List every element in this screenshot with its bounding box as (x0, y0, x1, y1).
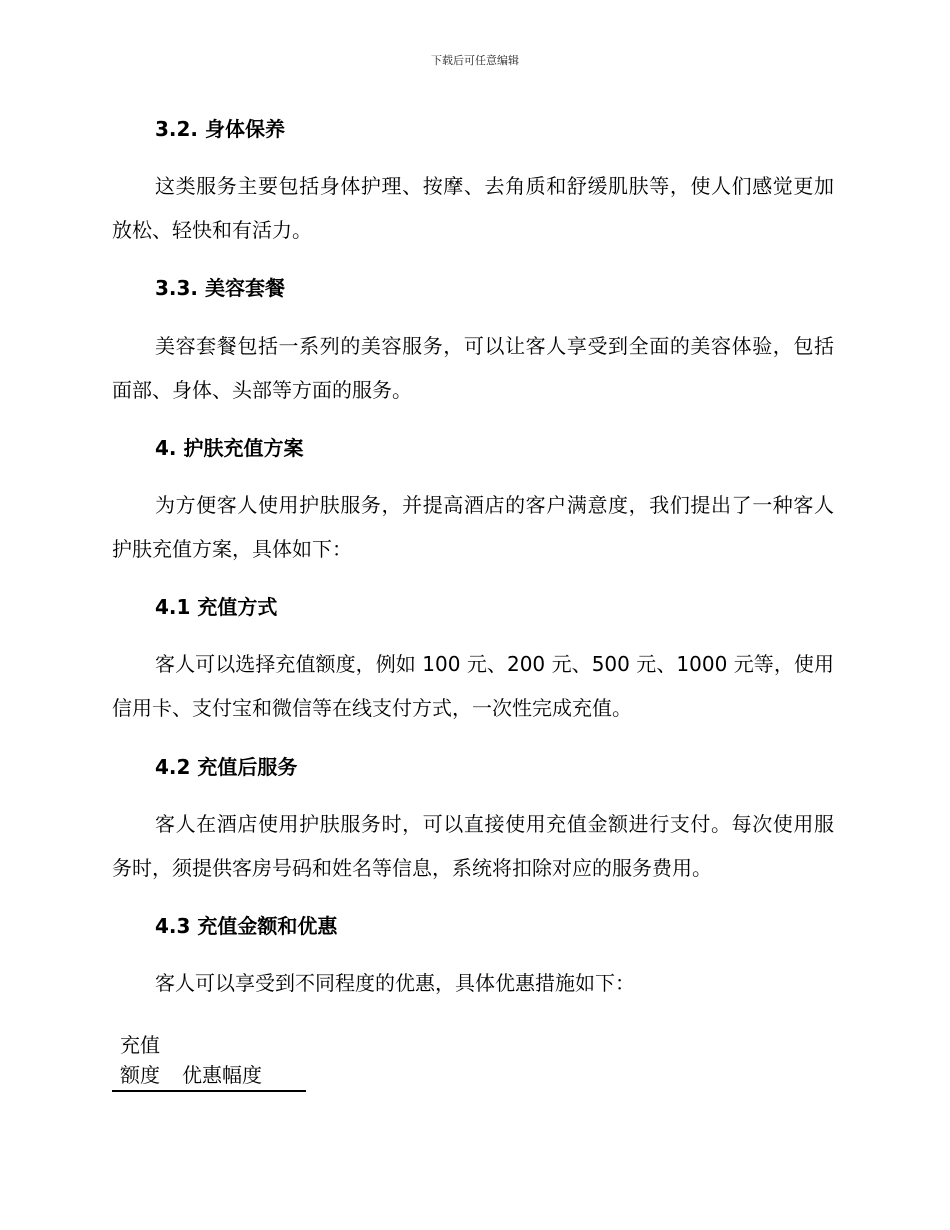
paragraph-4-3: 客人可以享受到不同程度的优惠，具体优惠措施如下： (155, 971, 635, 995)
heading-3-3: 3.3. 美容套餐 (155, 276, 285, 300)
table-header-row-2 (112, 1060, 306, 1090)
table-header-discount: 优惠幅度 (182, 1063, 262, 1087)
table-header-row-1 (112, 1030, 306, 1060)
heading-4-1: 4.1 充值方式 (155, 595, 278, 619)
paragraph-4: 为方便客人使用护肤服务，并提高酒店的客户满意度，我们提出了一种客人护肤充值方案，具体如下： (112, 493, 834, 561)
page-header: 下载后可任意编辑 (431, 54, 519, 67)
discount-table (112, 1030, 306, 1092)
heading-3-2: 3.2. 身体保养 (155, 117, 285, 141)
paragraph-3-3: 美容套餐包括一系列的美容服务，可以让客人享受到全面的美容体验，包括面部、身体、头部等方面的服务。 (112, 334, 834, 402)
paragraph-4-1: 客人可以选择充值额度，例如 100 元、200 元、500 元、1000 元等，使用信用卡、支付宝和微信等在线支付方式，一次性完成充值。 (112, 652, 834, 720)
table-header-recharge: 充值 (120, 1033, 160, 1057)
heading-4-2: 4.2 充值后服务 (155, 755, 298, 779)
paragraph-4-2: 客人在酒店使用护肤服务时，可以直接使用充值金额进行支付。每次使用服务时，须提供客房号码和姓名等信息，系统将扣除对应的服务费用。 (112, 812, 834, 880)
table-header-amount: 额度 (120, 1063, 160, 1087)
heading-4: 4. 护肤充值方案 (155, 436, 304, 460)
heading-4-3: 4.3 充值金额和优惠 (155, 914, 338, 938)
paragraph-3-2: 这类服务主要包括身体护理、按摩、去角质和舒缓肌肤等，使人们感觉更加放松、轻快和有活力。 (112, 174, 834, 242)
